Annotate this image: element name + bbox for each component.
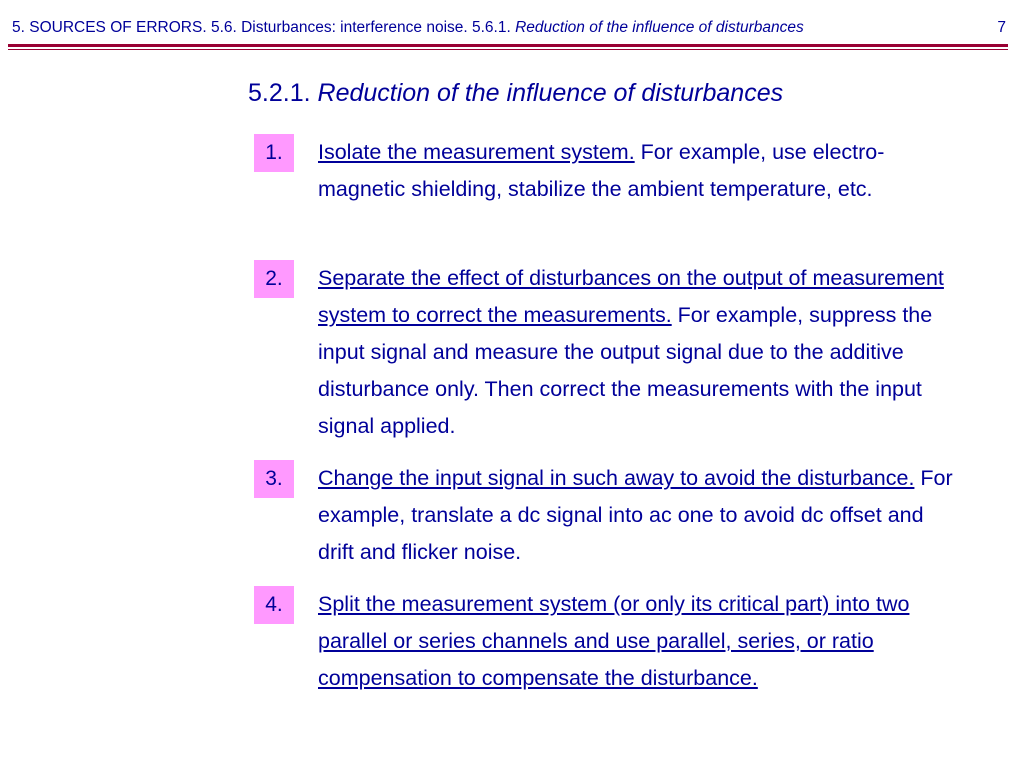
slide-header	[12, 18, 1006, 38]
title-number: 5.2.1.	[248, 79, 311, 107]
item-number-badge: 1.	[254, 134, 294, 172]
item-text	[318, 460, 958, 571]
item-number-badge: 3.	[254, 460, 294, 498]
header-divider-thick	[8, 44, 1008, 47]
item-text	[318, 260, 958, 445]
item-body: For example, use electro-magnetic shielding, stabilize the ambient temperature, etc.	[318, 140, 885, 201]
item-body: For example, suppress the input signal and measure the output signal due to the additive disturbance only. Then correct the measurements with the input signal applied.	[318, 303, 933, 438]
item-lead: Change the input signal in such away to avoid the disturbance.	[318, 466, 915, 490]
page-number: 7	[997, 19, 1006, 36]
item-text	[318, 134, 958, 208]
header-breadcrumb: 5. SOURCES OF ERRORS. 5.6. Disturbances: interference noise. 5.6.1.	[12, 19, 511, 36]
page-title	[248, 76, 783, 110]
item-body: For example, translate a dc signal into ac one to avoid dc offset and drift and flicker noise.	[318, 466, 953, 564]
item-lead: Separate the effect of disturbances on the output of measurement system to correct the measurements.	[318, 266, 944, 327]
item-number-badge: 2.	[254, 260, 294, 298]
header-breadcrumb-topic: Reduction of the influence of disturbances	[515, 19, 804, 36]
item-text	[318, 586, 958, 697]
item-lead: Isolate the measurement system.	[318, 140, 635, 164]
item-lead: Split the measurement system (or only its critical part) into two parallel or series channels and use parallel, series, or ratio compensation to compensate the disturbance.	[318, 592, 910, 690]
header-divider-thin	[8, 49, 1008, 50]
title-text: Reduction of the influence of disturbances	[317, 79, 784, 107]
item-number-badge: 4.	[254, 586, 294, 624]
